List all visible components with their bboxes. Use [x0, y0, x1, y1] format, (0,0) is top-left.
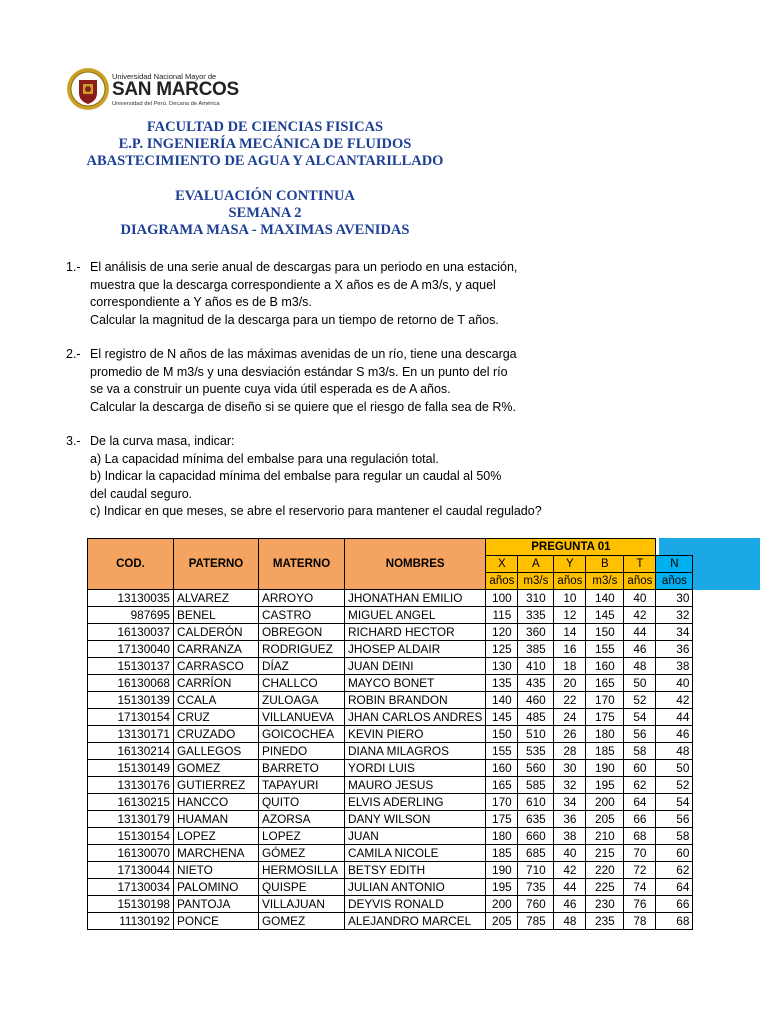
- cell-t: 66: [624, 811, 656, 828]
- cell-x: 190: [486, 862, 518, 879]
- cell-a: 535: [518, 743, 554, 760]
- cell-a: 510: [518, 726, 554, 743]
- cell-x: 130: [486, 658, 518, 675]
- cell-b: 140: [586, 590, 624, 607]
- cell-cod: 17130040: [88, 641, 174, 658]
- cell-b: 155: [586, 641, 624, 658]
- table-row: [88, 828, 693, 845]
- cell-y: 40: [554, 845, 586, 862]
- cell-t: 70: [624, 845, 656, 862]
- cell-x: 170: [486, 794, 518, 811]
- cell-nombres: ELVIS ADERLING: [345, 794, 486, 811]
- cell-materno: GOICOCHEA: [259, 726, 345, 743]
- column-header-materno: MATERNO: [259, 539, 345, 590]
- cell-x: 115: [486, 607, 518, 624]
- cell-materno: GOMEZ: [259, 913, 345, 930]
- cell-cod: 17130154: [88, 709, 174, 726]
- question-subitem: b) Indicar la capacidad mínima del embalse para regular un caudal al 50%: [90, 469, 502, 484]
- cell-t: 44: [624, 624, 656, 641]
- cell-y: 34: [554, 794, 586, 811]
- cell-n: 36: [656, 641, 693, 658]
- cell-cod: 15130198: [88, 896, 174, 913]
- header-line-course: ABASTECIMIENTO DE AGUA Y ALCANTARILLADO: [86, 153, 444, 169]
- cell-b: 145: [586, 607, 624, 624]
- cell-y: 32: [554, 777, 586, 794]
- table-row: [88, 709, 693, 726]
- cell-y: 12: [554, 607, 586, 624]
- cell-t: 68: [624, 828, 656, 845]
- cell-a: 685: [518, 845, 554, 862]
- cell-cod: 16130070: [88, 845, 174, 862]
- cell-b: 180: [586, 726, 624, 743]
- cell-y: 18: [554, 658, 586, 675]
- question-text-line: De la curva masa, indicar:: [90, 434, 235, 448]
- cell-paterno: CARRANZA: [174, 641, 259, 658]
- unit-header: años: [656, 573, 693, 590]
- cell-t: 42: [624, 607, 656, 624]
- unit-header: años: [554, 573, 586, 590]
- table-row: [88, 811, 693, 828]
- table-row: [88, 607, 693, 624]
- cell-t: 74: [624, 879, 656, 896]
- cell-nombres: YORDI LUIS: [345, 760, 486, 777]
- cell-t: 64: [624, 794, 656, 811]
- cell-a: 485: [518, 709, 554, 726]
- cell-x: 155: [486, 743, 518, 760]
- cell-nombres: CAMILA NICOLE: [345, 845, 486, 862]
- cell-n: 52: [656, 777, 693, 794]
- cell-materno: LOPEZ: [259, 828, 345, 845]
- unit-header: años: [624, 573, 656, 590]
- cell-cod: 987695: [88, 607, 174, 624]
- var-header-y: Y: [554, 556, 586, 573]
- cell-y: 36: [554, 811, 586, 828]
- table-row: [88, 624, 693, 641]
- question-text-line: se va a construir un puente cuya vida útil esperada es de A años.: [90, 382, 451, 397]
- var-header-n: N: [656, 556, 693, 573]
- cell-cod: 16130037: [88, 624, 174, 641]
- var-header-x: X: [486, 556, 518, 573]
- cell-cod: 17130044: [88, 862, 174, 879]
- cell-t: 50: [624, 675, 656, 692]
- cell-cod: 13130179: [88, 811, 174, 828]
- cell-materno: ZULOAGA: [259, 692, 345, 709]
- cell-t: 58: [624, 743, 656, 760]
- logo-subline: Universidad del Perú. Decana de América: [112, 101, 220, 107]
- cell-materno: VILLANUEVA: [259, 709, 345, 726]
- cell-t: 62: [624, 777, 656, 794]
- cell-b: 150: [586, 624, 624, 641]
- cell-b: 230: [586, 896, 624, 913]
- cell-a: 460: [518, 692, 554, 709]
- cell-a: 610: [518, 794, 554, 811]
- var-header-b: B: [586, 556, 624, 573]
- question-subitem: a) La capacidad mínima del embalse para una regulación total.: [90, 451, 439, 466]
- cell-t: 60: [624, 760, 656, 777]
- cell-t: 76: [624, 896, 656, 913]
- evaluation-header: [0, 188, 530, 239]
- cell-y: 42: [554, 862, 586, 879]
- cell-n: 42: [656, 692, 693, 709]
- cell-n: 48: [656, 743, 693, 760]
- table-row: [88, 794, 693, 811]
- cell-x: 165: [486, 777, 518, 794]
- cell-paterno: HUAMAN: [174, 811, 259, 828]
- cell-a: 560: [518, 760, 554, 777]
- table-row: [88, 862, 693, 879]
- question-number: 2.-: [66, 347, 81, 361]
- cell-materno: QUISPE: [259, 879, 345, 896]
- cell-materno: QUITO: [259, 794, 345, 811]
- cell-paterno: PANTOJA: [174, 896, 259, 913]
- var-header-a: A: [518, 556, 554, 573]
- cell-cod: 16130068: [88, 675, 174, 692]
- cell-nombres: JUAN DEINI: [345, 658, 486, 675]
- cell-n: 50: [656, 760, 693, 777]
- header-line-topic: DIAGRAMA MASA - MAXIMAS AVENIDAS: [120, 222, 410, 238]
- cell-nombres: JHAN CARLOS ANDRES: [345, 709, 486, 726]
- cell-a: 385: [518, 641, 554, 658]
- cell-x: 185: [486, 845, 518, 862]
- cell-a: 760: [518, 896, 554, 913]
- cell-a: 360: [518, 624, 554, 641]
- cell-a: 660: [518, 828, 554, 845]
- cell-y: 22: [554, 692, 586, 709]
- cell-nombres: JHONATHAN EMILIO: [345, 590, 486, 607]
- question-text-line: muestra que la descarga correspondiente a X años es de A m3/s, y aquel: [90, 277, 496, 292]
- column-header-cod: COD.: [88, 539, 174, 590]
- cell-x: 150: [486, 726, 518, 743]
- cell-b: 215: [586, 845, 624, 862]
- cell-cod: 13130176: [88, 777, 174, 794]
- cell-b: 205: [586, 811, 624, 828]
- cell-t: 46: [624, 641, 656, 658]
- cell-nombres: ALEJANDRO MARCEL: [345, 913, 486, 930]
- table-row: [88, 590, 693, 607]
- cell-cod: 13130035: [88, 590, 174, 607]
- header-line-evaluation: EVALUACIÓN CONTINUA: [175, 188, 355, 204]
- logo-name: SAN MARCOS: [112, 79, 239, 100]
- cell-n: 56: [656, 811, 693, 828]
- faculty-header: [0, 119, 530, 170]
- cell-a: 410: [518, 658, 554, 675]
- cell-x: 160: [486, 760, 518, 777]
- cell-n: 46: [656, 726, 693, 743]
- cell-nombres: RICHARD HECTOR: [345, 624, 486, 641]
- var-header-t: T: [624, 556, 656, 573]
- cell-x: 120: [486, 624, 518, 641]
- cell-t: 52: [624, 692, 656, 709]
- cell-t: 48: [624, 658, 656, 675]
- cell-paterno: LOPEZ: [174, 828, 259, 845]
- question-text-line: Calcular la magnitud de la descarga para un tiempo de retorno de T años.: [90, 312, 499, 327]
- cell-paterno: CARRASCO: [174, 658, 259, 675]
- cell-b: 170: [586, 692, 624, 709]
- cell-cod: 17130034: [88, 879, 174, 896]
- cell-cod: 15130139: [88, 692, 174, 709]
- table-row: [88, 641, 693, 658]
- cell-b: 225: [586, 879, 624, 896]
- cell-materno: TAPAYURI: [259, 777, 345, 794]
- question-text-line: promedio de M m3/s y una desviación estándar S m3/s. En un punto del río: [90, 364, 508, 379]
- cell-paterno: ALVAREZ: [174, 590, 259, 607]
- cell-t: 78: [624, 913, 656, 930]
- cell-y: 48: [554, 913, 586, 930]
- cell-b: 210: [586, 828, 624, 845]
- cell-n: 30: [656, 590, 693, 607]
- cell-b: 190: [586, 760, 624, 777]
- cell-materno: CHALLCO: [259, 675, 345, 692]
- cell-a: 785: [518, 913, 554, 930]
- cell-t: 72: [624, 862, 656, 879]
- header-line-faculty: FACULTAD DE CIENCIAS FISICAS: [146, 119, 384, 135]
- table-row: [88, 743, 693, 760]
- cell-n: 54: [656, 794, 693, 811]
- table-row: [88, 913, 693, 930]
- question-text-line: El registro de N años de las máximas avenidas de un río, tiene una descarga: [90, 347, 517, 361]
- student-data-table: [87, 538, 693, 930]
- cell-x: 200: [486, 896, 518, 913]
- cell-paterno: BENEL: [174, 607, 259, 624]
- cell-paterno: GALLEGOS: [174, 743, 259, 760]
- cell-b: 195: [586, 777, 624, 794]
- cell-nombres: JHOSEP ALDAIR: [345, 641, 486, 658]
- cell-n: 44: [656, 709, 693, 726]
- cell-n: 60: [656, 845, 693, 862]
- table-row: [88, 777, 693, 794]
- cell-cod: 13130171: [88, 726, 174, 743]
- cell-materno: ARROYO: [259, 590, 345, 607]
- cell-x: 205: [486, 913, 518, 930]
- table-body: [88, 590, 693, 930]
- cell-materno: VILLAJUAN: [259, 896, 345, 913]
- cell-a: 585: [518, 777, 554, 794]
- cell-materno: RODRIGUEZ: [259, 641, 345, 658]
- cell-b: 160: [586, 658, 624, 675]
- cell-paterno: HANCCO: [174, 794, 259, 811]
- cell-nombres: DEYVIS RONALD: [345, 896, 486, 913]
- university-crest-icon: [66, 66, 110, 112]
- cell-paterno: GOMEZ: [174, 760, 259, 777]
- cell-nombres: MAYCO BONET: [345, 675, 486, 692]
- cell-nombres: DIANA MILAGROS: [345, 743, 486, 760]
- cell-b: 220: [586, 862, 624, 879]
- table-row: [88, 658, 693, 675]
- unit-header: m3/s: [518, 573, 554, 590]
- question-text-line: Calcular la descarga de diseño si se quiere que el riesgo de falla sea de R%.: [90, 399, 516, 414]
- cell-y: 46: [554, 896, 586, 913]
- question-subitem: del caudal seguro.: [90, 486, 193, 501]
- cell-b: 165: [586, 675, 624, 692]
- cell-paterno: PONCE: [174, 913, 259, 930]
- cell-b: 235: [586, 913, 624, 930]
- column-header-paterno: PATERNO: [174, 539, 259, 590]
- cell-materno: DÍAZ: [259, 658, 345, 675]
- cell-n: 62: [656, 862, 693, 879]
- question-number: 3.-: [66, 434, 81, 448]
- cell-nombres: DANY WILSON: [345, 811, 486, 828]
- cell-nombres: JULIAN ANTONIO: [345, 879, 486, 896]
- cell-y: 20: [554, 675, 586, 692]
- cell-paterno: CARRÍON: [174, 675, 259, 692]
- cell-nombres: KEVIN PIERO: [345, 726, 486, 743]
- cell-x: 195: [486, 879, 518, 896]
- empty-header-cell: [656, 539, 693, 556]
- cell-cod: 11130192: [88, 913, 174, 930]
- cell-materno: CASTRO: [259, 607, 345, 624]
- cell-y: 28: [554, 743, 586, 760]
- cell-x: 140: [486, 692, 518, 709]
- cell-a: 435: [518, 675, 554, 692]
- cell-cod: 15130137: [88, 658, 174, 675]
- cell-materno: PINEDO: [259, 743, 345, 760]
- header-line-week: SEMANA 2: [228, 205, 302, 221]
- cell-y: 16: [554, 641, 586, 658]
- cell-y: 10: [554, 590, 586, 607]
- cell-n: 66: [656, 896, 693, 913]
- university-logo: [66, 66, 242, 114]
- column-header-pregunta: PREGUNTA 01: [486, 539, 656, 556]
- cell-n: 68: [656, 913, 693, 930]
- cell-x: 180: [486, 828, 518, 845]
- cell-b: 200: [586, 794, 624, 811]
- cell-y: 30: [554, 760, 586, 777]
- cell-n: 64: [656, 879, 693, 896]
- cell-nombres: ROBIN BRANDON: [345, 692, 486, 709]
- table-row: [88, 879, 693, 896]
- cell-cod: 16130214: [88, 743, 174, 760]
- cell-a: 310: [518, 590, 554, 607]
- cell-paterno: GUTIERREZ: [174, 777, 259, 794]
- cell-paterno: CCALA: [174, 692, 259, 709]
- cell-t: 56: [624, 726, 656, 743]
- question-text-line: El análisis de una serie anual de descargas para un periodo en una estación,: [90, 260, 518, 274]
- cell-paterno: CRUZADO: [174, 726, 259, 743]
- cell-y: 38: [554, 828, 586, 845]
- cell-materno: AZORSA: [259, 811, 345, 828]
- cell-x: 135: [486, 675, 518, 692]
- cell-nombres: MAURO JESUS: [345, 777, 486, 794]
- cell-b: 185: [586, 743, 624, 760]
- cell-nombres: JUAN: [345, 828, 486, 845]
- cell-x: 175: [486, 811, 518, 828]
- cell-a: 335: [518, 607, 554, 624]
- cell-n: 40: [656, 675, 693, 692]
- cell-paterno: MARCHENA: [174, 845, 259, 862]
- cell-b: 175: [586, 709, 624, 726]
- table-row: [88, 760, 693, 777]
- table-row: [88, 726, 693, 743]
- question-text-line: correspondiente a Y años es de B m3/s.: [90, 295, 312, 310]
- table-row: [88, 675, 693, 692]
- cell-materno: OBREGON: [259, 624, 345, 641]
- cell-paterno: PALOMINO: [174, 879, 259, 896]
- question-subitem: c) Indicar en que meses, se abre el reservorio para mantener el caudal regulado?: [90, 504, 542, 519]
- question-number: 1.-: [66, 260, 81, 274]
- cell-paterno: NIETO: [174, 862, 259, 879]
- table-row: [88, 692, 693, 709]
- cell-x: 100: [486, 590, 518, 607]
- logo-university-line: Universidad Nacional Mayor de: [112, 72, 217, 81]
- cell-cod: 15130154: [88, 828, 174, 845]
- cell-a: 735: [518, 879, 554, 896]
- cell-paterno: CRUZ: [174, 709, 259, 726]
- cell-x: 145: [486, 709, 518, 726]
- cell-a: 710: [518, 862, 554, 879]
- unit-header: años: [486, 573, 518, 590]
- cell-n: 34: [656, 624, 693, 641]
- cell-n: 58: [656, 828, 693, 845]
- cell-materno: GÓMEZ: [259, 845, 345, 862]
- cell-y: 26: [554, 726, 586, 743]
- unit-header: m3/s: [586, 573, 624, 590]
- cell-paterno: CALDERÓN: [174, 624, 259, 641]
- cell-y: 44: [554, 879, 586, 896]
- cell-materno: BARRETO: [259, 760, 345, 777]
- table-row: [88, 896, 693, 913]
- cell-t: 40: [624, 590, 656, 607]
- cell-t: 54: [624, 709, 656, 726]
- cell-nombres: BETSY EDITH: [345, 862, 486, 879]
- cell-materno: HERMOSILLA: [259, 862, 345, 879]
- cell-n: 38: [656, 658, 693, 675]
- cell-a: 635: [518, 811, 554, 828]
- cell-y: 24: [554, 709, 586, 726]
- cell-n: 32: [656, 607, 693, 624]
- cell-cod: 15130149: [88, 760, 174, 777]
- table-row: [88, 845, 693, 862]
- cell-x: 125: [486, 641, 518, 658]
- cell-y: 14: [554, 624, 586, 641]
- column-header-nombres: NOMBRES: [345, 539, 486, 590]
- cell-nombres: MIGUEL ANGEL: [345, 607, 486, 624]
- cell-cod: 16130215: [88, 794, 174, 811]
- header-line-school: E.P. INGENIERÍA MECÁNICA DE FLUIDOS: [118, 136, 412, 152]
